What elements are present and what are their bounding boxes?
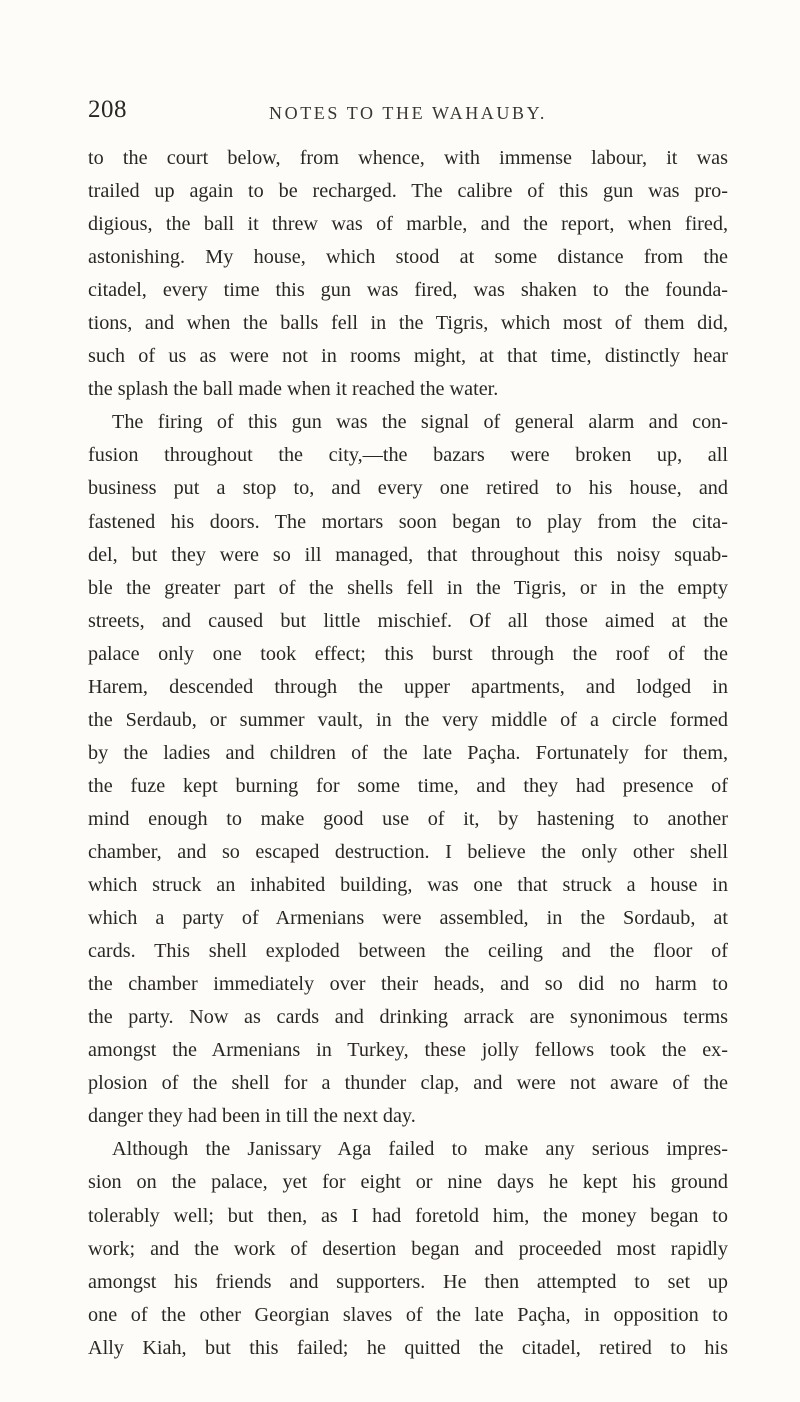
text-line: the splash the ball made when it reached the water. (88, 378, 499, 401)
text-line: such of us as were not in rooms might, at that time, distinctly hear (88, 345, 728, 368)
text-line: mind enough to make good use of it, by hastening to another (88, 807, 728, 830)
text-line: plosion of the shell for a thunder clap, and were not aware of the (88, 1072, 728, 1095)
text-line: streets, and caused but little mischief. Of all those aimed at the (88, 609, 728, 632)
text-line: ble the greater part of the shells fell in the Tigris, or in the empty (88, 576, 728, 599)
text-line: cards. This shell exploded between the ceiling and the floor of (88, 940, 728, 963)
text-line: amongst the Armenians in Turkey, these jolly fellows took the ex- (88, 1039, 728, 1062)
text-line: fastened his doors. The mortars soon began to play from the cita- (88, 510, 728, 533)
text-line: The firing of this gun was the signal of general alarm and con- (112, 411, 728, 434)
text-line: digious, the ball it threw was of marble, and the report, when fired, (88, 213, 728, 236)
running-head (88, 96, 728, 136)
text-line: sion on the palace, yet for eight or nine days he kept his ground (88, 1171, 728, 1194)
text-line: palace only one took effect; this burst through the roof of the (88, 642, 728, 665)
text-line: business put a stop to, and every one retired to his house, and (88, 477, 728, 500)
text-line: work; and the work of desertion began and proceeded most rapidly (88, 1237, 728, 1260)
text-line: one of the other Georgian slaves of the late Paçha, in opposition to (88, 1303, 728, 1326)
page-number: 208 (88, 96, 127, 123)
text-line: the party. Now as cards and drinking arrack are synonimous terms (88, 1006, 728, 1029)
text-line: which a party of Armenians were assembled, in the Sordaub, at (88, 907, 728, 930)
text-line: Ally Kiah, but this failed; he quitted the citadel, retired to his (88, 1336, 728, 1359)
text-line: trailed up again to be recharged. The calibre of this gun was pro- (88, 180, 728, 203)
text-line: Harem, descended through the upper apartments, and lodged in (88, 675, 728, 698)
text-line: tions, and when the balls fell in the Tigris, which most of them did, (88, 312, 728, 335)
text-line: danger they had been in till the next day. (88, 1105, 416, 1128)
text-line: amongst his friends and supporters. He then attempted to set up (88, 1270, 728, 1293)
text-line: astonishing. My house, which stood at some distance from the (88, 246, 728, 269)
text-line: the Serdaub, or summer vault, in the very middle of a circle formed (88, 708, 728, 731)
text-line: by the ladies and children of the late Paçha. Fortunately for them, (88, 741, 728, 764)
body-text (88, 142, 728, 1365)
text-line: the chamber immediately over their heads, and so did no harm to (88, 973, 728, 996)
text-line: fusion throughout the city,—the bazars were broken up, all (88, 444, 728, 467)
text-line: del, but they were so ill managed, that throughout this noisy squab- (88, 543, 728, 566)
text-line: to the court below, from whence, with immense labour, it was (88, 147, 728, 169)
text-line: citadel, every time this gun was fired, was shaken to the founda- (88, 279, 728, 302)
text-line: the fuze kept burning for some time, and they had presence of (88, 774, 728, 797)
running-title: NOTES TO THE WAHAUBY. (269, 103, 547, 123)
text-line: which struck an inhabited building, was one that struck a house in (88, 874, 728, 897)
text-line: chamber, and so escaped destruction. I believe the only other shell (88, 840, 728, 863)
text-line: tolerably well; but then, as I had foretold him, the money began to (88, 1204, 728, 1227)
text-line: Although the Janissary Aga failed to make any serious impres- (112, 1138, 728, 1161)
